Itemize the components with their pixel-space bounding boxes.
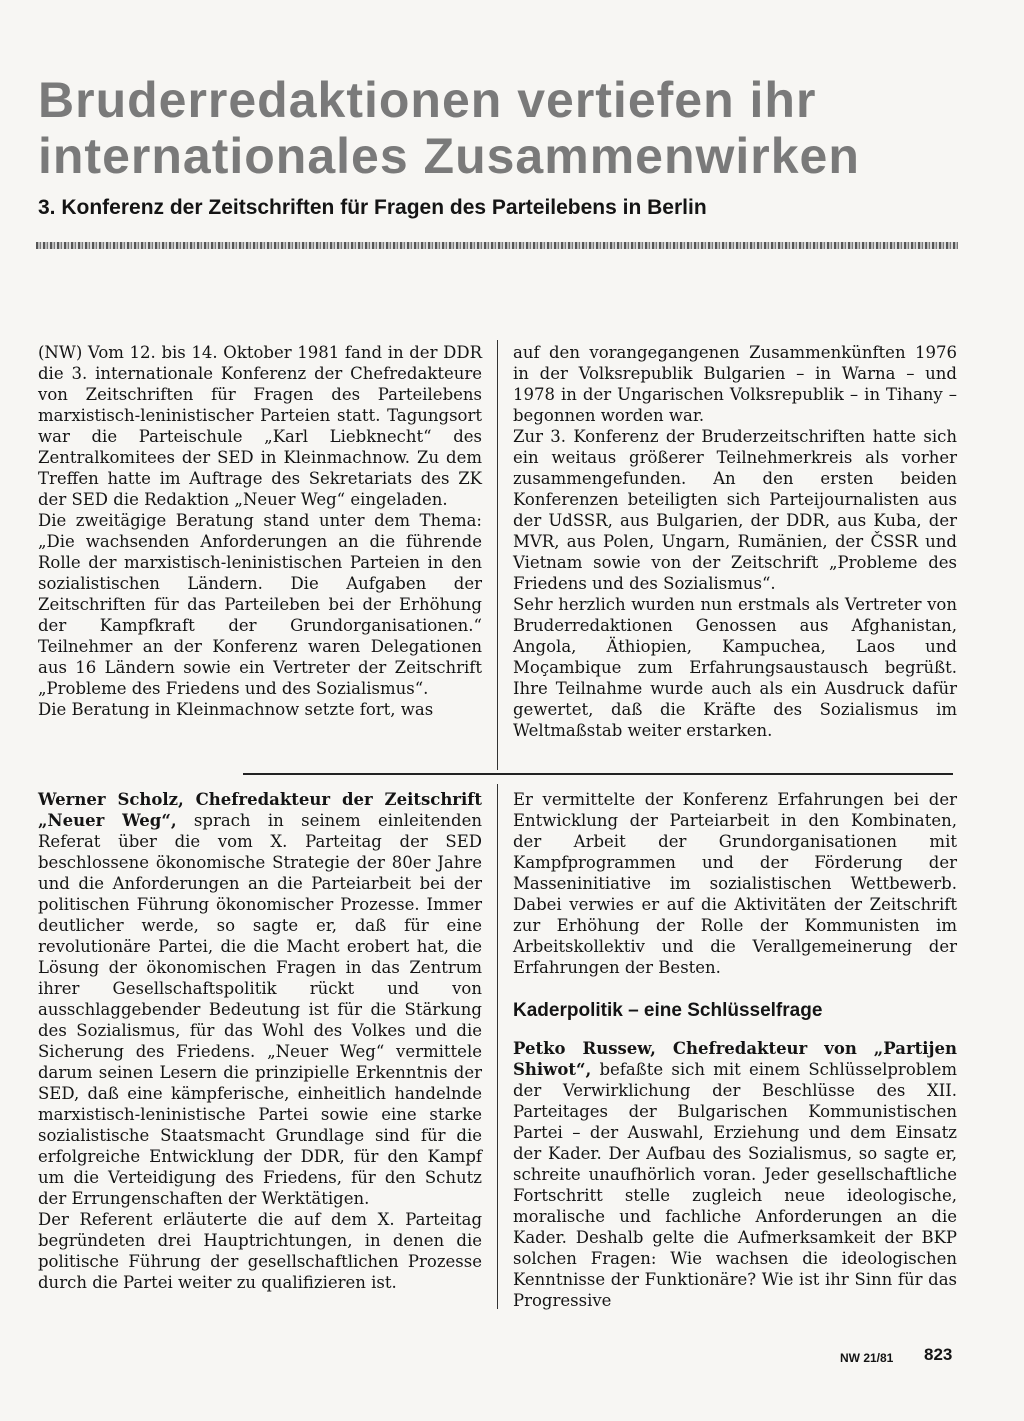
paragraph-text: befaßte sich mit einem Schlüsselproblem der Verwirklichung der Beschlüsse des XII. Parteitages der Bulgarischen Kommunistischen Partei – der Auswahl, Erziehung und dem Einsatz der Kader. Der Aufbau des Sozialismus, so sagte er, schreite unaufhörlich voran. Jeder gesellschaftliche Fortschritt stelle zugleich neue ideologische, moralische und fachliche Anforderungen an die Kader. Deshalb gelte die Aufmerksamkeit der BKP solchen Fragen: Wie wachsen die ideologischen Kenntnisse der Funktionäre? Wie ist ihr Sinn für das Progressive bbox=[513, 1060, 957, 1310]
paragraph: Der Referent erläuterte die auf dem X. Parteitag begründeten drei Hauptrichtungen, in denen die politische Führung der gesellschaftlichen Prozesse durch die Partei weiter zu qualifizieren ist. bbox=[38, 1210, 482, 1292]
issue-number: NW 21/81 bbox=[840, 1351, 894, 1365]
section-divider bbox=[243, 773, 953, 775]
speaker-lead: Werner Scholz, Chefredakteur der Zeitschrift „Neuer Weg“, bbox=[38, 790, 482, 830]
column-1-top bbox=[38, 342, 482, 720]
paragraph: Er vermittelte der Konferenz Erfahrungen bei der Entwicklung der Parteiarbeit in den Kombinaten, der Arbeit der Grundorganisationen mit Kampfprogrammen und der Förderung der Masseninitiative im sozialistischen Wettbewerb. Dabei verwies er auf die Aktivitäten der Zeitschrift zur Erhöhung der Rolle der Kommunisten im Arbeitskollektiv und die Verallgemeinerung der Erfahrungen der Besten. bbox=[513, 790, 957, 977]
section-heading: Kaderpolitik – eine Schlüsselfrage bbox=[513, 1000, 823, 1021]
article-subtitle: 3. Konferenz der Zeitschriften für Fragen des Parteilebens in Berlin bbox=[38, 196, 707, 219]
article-headline bbox=[38, 72, 938, 184]
paragraph-text: sprach in seinem einleitenden Referat über die vom X. Parteitag der SED beschlossene ökonomische Strategie der 80er Jahre und die Anforderungen an die Parteiarbeit bei der politischen Führung ökonomischer Prozesse. Immer deutlicher werde, so sagte er, daß für eine revolutionäre Partei, die die Macht erobert hat, die Lösung der ökonomischen Fragen in das Zentrum ihrer Gesellschaftspolitik rückt und von ausschlaggebender Bedeutung ist für die Stärkung des Sozialismus, für das Wohl des Volkes und die Sicherung des Friedens. „Neuer Weg“ vermittele darum seinen Lesern die prinzipielle Erkenntnis der SED, daß eine kämpferische, einheitlich handelnde marxistisch-leninistische Partei sowie eine starke sozialistische Staatsmacht Grundlage sind für die erfolgreiche Entwicklung der DDR, für den Kampf um die Verteidigung des Friedens, für den Schutz der Errungenschaften der Werktätigen. bbox=[38, 811, 482, 1208]
headline-line-1: Bruderredaktionen vertiefen ihr bbox=[38, 72, 817, 128]
paragraph: Die Beratung in Kleinmachnow setzte fort, was bbox=[38, 700, 434, 719]
paragraph: Zur 3. Konferenz der Bruderzeitschriften hatte sich ein weitaus größerer Teilnehmerkreis als vorher zusammengefunden. An den ersten beiden Konferenzen beteiligten sich Parteijournalisten aus der UdSSR, aus Bulgarien, der DDR, aus Kuba, der MVR, aus Polen, Ungarn, Rumänien, der ČSSR und Vietnam sowie von der Zeitschrift „Probleme des Friedens und des Sozialismus“. bbox=[513, 427, 957, 593]
page-number: 823 bbox=[924, 1345, 953, 1364]
paragraph bbox=[38, 789, 482, 1209]
column-2-bottom bbox=[513, 789, 957, 1311]
column-1-bottom bbox=[38, 789, 482, 1293]
column-divider bbox=[497, 340, 498, 770]
speaker-lead: Petko Russew, Chefredakteur von „Partijen Shiwot“, bbox=[513, 1039, 957, 1079]
decorative-rule bbox=[36, 242, 958, 249]
paragraph: Die zweitägige Beratung stand unter dem Thema: „Die wachsenden Anforderungen an die führende Rolle der marxistisch-leninistischen Parteien in den sozialistischen Ländern. Die Aufgaben der Zeitschriften für das Parteileben bei der Erhöhung der Kampfkraft der Grundorganisationen.“ Teilnehmer an der Konferenz waren Delegationen aus 16 Ländern sowie ein Vertreter der Zeitschrift „Probleme des Friedens und des Sozialismus“. bbox=[38, 511, 482, 698]
paragraph: auf den vorangegangenen Zusammenkünften 1976 in der Volksrepublik Bulgarien – in Warna – und 1978 in der Ungarischen Volksrepublik – in Tihany – begonnen worden war. bbox=[513, 343, 957, 425]
paragraph: (NW) Vom 12. bis 14. Oktober 1981 fand in der DDR die 3. internationale Konferenz der Chefredakteure von Zeitschriften für Fragen des Parteilebens marxistisch-leninistischer Parteien statt. Tagungsort war die Parteischule „Karl Liebknecht“ des Zentralkomitees der SED in Kleinmachnow. Zu dem Treffen hatte im Auftrage des Sekretariats des ZK der SED die Redaktion „Neuer Weg“ eingeladen. bbox=[38, 343, 482, 509]
column-2-top bbox=[513, 342, 957, 741]
column-divider bbox=[497, 784, 498, 1309]
paragraph bbox=[513, 1038, 957, 1311]
headline-line-2: internationales Zusammenwirken bbox=[38, 128, 860, 184]
paragraph: Sehr herzlich wurden nun erstmals als Vertreter von Bruderredaktionen Genossen aus Afghanistan, Angola, Äthiopien, Kampuchea, Laos und Moçambique zum Erfahrungsaustausch begrüßt. Ihre Teilnahme wurde auch als ein Ausdruck dafür gewertet, daß die Kräfte des Sozialismus im Weltmaßstab weiter erstarken. bbox=[513, 595, 957, 740]
